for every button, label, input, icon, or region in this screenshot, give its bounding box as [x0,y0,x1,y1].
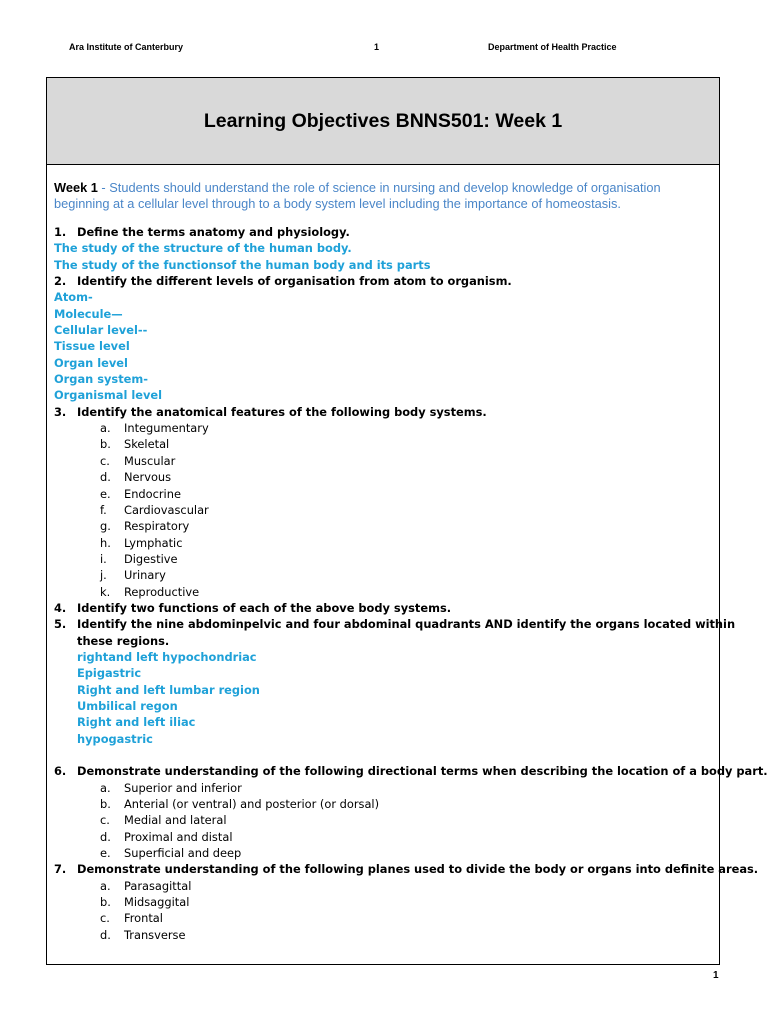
objective-text: Demonstrate understanding of the following directional terms when describing the location of a body part. [77,764,768,779]
objective-6 [54,763,768,779]
answer-line: Tissue level [54,339,130,354]
answer-line: Right and left lumbar region [77,682,260,697]
objective-number: 4. [54,600,67,615]
sub-item [54,453,719,469]
objectives-list [54,224,768,943]
sub-item [54,927,719,943]
objectives-table [46,77,768,965]
sub-item [54,812,719,828]
sub-item [54,436,719,452]
sub-item-text: Proximal and distal [124,829,233,844]
answer-line: Organismal level [54,388,163,403]
sub-item-text: Nervous [124,470,172,485]
sub-item-text: Muscular [124,453,176,468]
sub-item [54,486,719,502]
header-department: Department of Health Practice [488,42,617,52]
week-description: - Students should understand the role of science in nursing and develop knowledge of organisation beginning at a cellular level through to a body system level including the importance of homeostasis. [54,180,661,211]
sub-item-letter: i. [100,551,107,566]
objective-5 [54,616,736,632]
answer-line: The study of the functionsof the human body and its parts [54,257,431,272]
sub-item-letter: c. [100,813,110,828]
sub-item-text: Lymphatic [124,535,183,550]
sub-item [54,551,719,567]
objective-text: Identify the different levels of organisation from atom to organism. [77,274,512,289]
sub-item-text: Anterial (or ventral) and posterior (or dorsal) [124,797,380,812]
answer-line: The study of the structure of the human body. [54,241,352,256]
sub-item-letter: g. [100,519,111,534]
sub-item-letter: c. [100,453,110,468]
sub-item [54,829,719,845]
sub-item-text: Parasagittal [124,878,192,893]
answer-line: Organ level [54,355,128,370]
sub-item-text: Endocrine [124,486,181,501]
sub-item-text: Skeletal [124,437,170,452]
answer-line: Umbilical regon [77,698,178,713]
objective-5-continued: these regions. [77,633,170,648]
objective-number: 5. [54,617,67,632]
sub-item-letter: e. [100,486,111,501]
page-title: Learning Objectives BNNS501: Week 1 [203,109,563,132]
sub-item [54,502,719,518]
sub-item-text: Integumentary [124,421,209,436]
sub-item-text: Respiratory [124,519,190,534]
sub-item-letter: a. [100,421,111,436]
sub-item-text: Medial and lateral [124,813,227,828]
answer-line: Atom- [54,290,93,305]
sub-item-text: Cardiovascular [124,502,209,517]
footer-page-number: 1 [713,970,719,981]
sub-item-text: Transverse [124,927,186,942]
sub-item [54,420,719,436]
answer-line: Epigastric [77,666,142,681]
sub-item-letter: k. [100,584,111,599]
objective-text: Define the terms anatomy and physiology. [77,225,350,239]
sub-item [54,535,719,551]
sub-item-text: Urinary [124,568,166,583]
objective-4 [54,600,719,616]
sub-item [54,584,719,600]
sub-item-text: Midsaggital [124,895,190,910]
objective-number: 6. [54,764,67,779]
objective-3 [54,404,719,420]
spacer [54,747,719,763]
sub-item-text: Superficial and deep [124,846,242,861]
sub-item-letter: a. [100,878,111,893]
sub-item [54,796,719,812]
objectives-content [47,165,768,943]
objective-2 [54,273,719,289]
objective-number: 7. [54,862,67,877]
sub-item-letter: f. [100,502,107,517]
objective-number: 3. [54,404,67,419]
sub-item [54,845,719,861]
sub-item-text: Superior and inferior [124,780,242,795]
sub-item-text: Frontal [124,911,163,926]
sub-item-letter: b. [100,437,111,452]
answer-line: hypogastric [77,731,153,746]
objective-number: 1. [54,225,67,239]
header-page-number: 1 [374,42,380,52]
objective-text: Identify the nine abdominpelvic and four abdominal quadrants AND identify the organs located within [77,617,736,632]
sub-item-letter: b. [100,895,111,910]
week-label: Week 1 [54,180,98,195]
objective-text: Identify two functions of each of the above body systems. [77,600,452,615]
header-institution: Ara Institute of Canterbury [69,42,184,52]
sub-item [54,894,719,910]
sub-item-letter: d. [100,829,111,844]
objective-1 [54,224,719,240]
sub-item [54,518,719,534]
sub-item-text: Reproductive [124,584,200,599]
sub-item [54,567,719,583]
sub-item-letter: d. [100,927,111,942]
sub-item-text: Digestive [124,551,178,566]
sub-item [54,910,719,926]
answer-line: Molecule— [54,306,123,321]
sub-item-letter: h. [100,535,111,550]
sub-item-letter: c. [100,911,110,926]
sub-item [54,780,719,796]
sub-item-letter: d. [100,470,111,485]
answer-line: Right and left iliac [77,715,196,730]
objective-7 [54,861,759,877]
sub-item-letter: b. [100,797,111,812]
sub-item [54,469,719,485]
sub-item [54,878,719,894]
title-band [47,78,719,165]
answer-line: rightand left hypochondriac [77,649,257,664]
sub-item-letter: a. [100,780,111,795]
objective-number: 2. [54,274,67,289]
week-intro [54,180,694,211]
objective-text: Identify the anatomical features of the following body systems. [77,404,487,419]
sub-item-letter: j. [100,568,107,583]
answer-line: Cellular level-- [54,323,148,338]
sub-item-letter: e. [100,846,111,861]
answer-line: Organ system- [54,372,148,387]
objective-text: Demonstrate understanding of the following planes used to divide the body or organs into definite areas. [77,862,759,877]
